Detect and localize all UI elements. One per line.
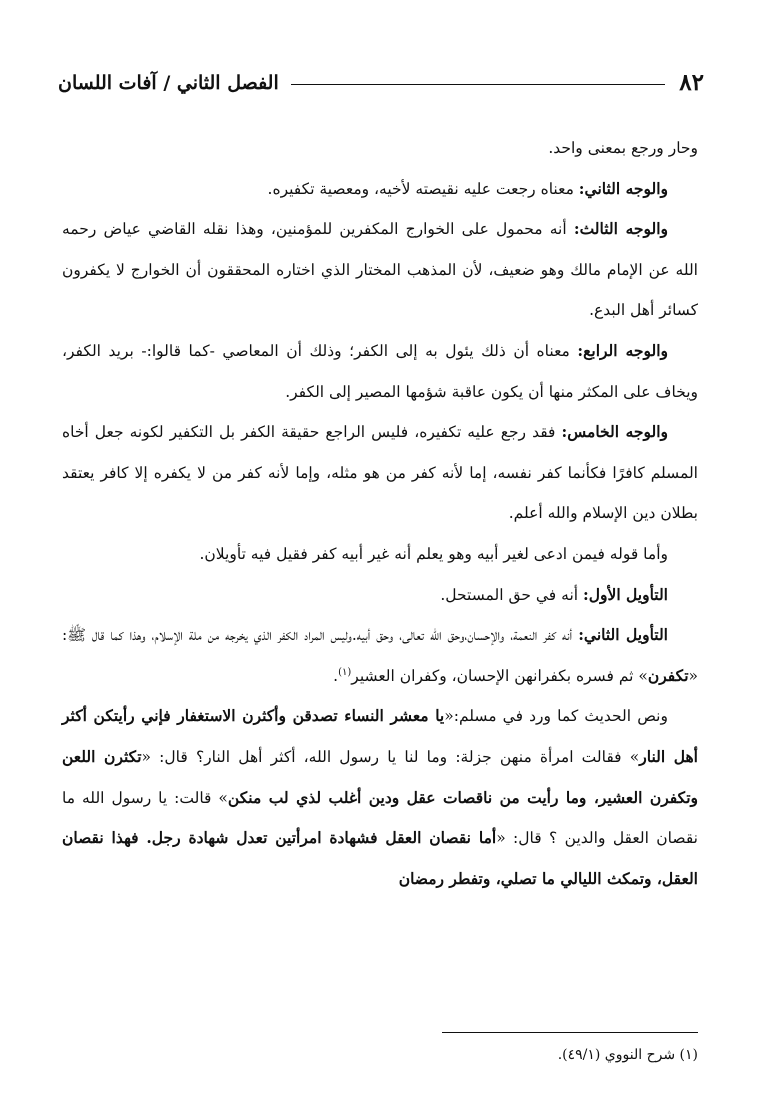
paragraph-9-text-3: » قالت: يا رسول الله ما نقصان العقل والدين ؟ قال: « (62, 788, 698, 848)
running-header (58, 62, 704, 98)
paragraph-1 (62, 128, 698, 169)
paragraph-7-label: التأويل الأول: (583, 584, 668, 604)
paragraph-8-label: التأويل الثاني: (578, 625, 668, 645)
paragraph-4 (62, 331, 698, 412)
paragraph-9-text-1: ونص الحديث كما ورد في مسلم:« (444, 707, 668, 726)
paragraph-2-label: والوجه الثاني: (578, 178, 668, 198)
footnote: (١) شرح النووي (٤٩/١). (557, 1047, 698, 1063)
hadith-quote-3: أما نقصان العقل فشهادة امرأتين تعدل شهادة رجل. فهذا نقصان العقل، وتمكث الليالي ما تصلي، وتفطر رمضان (62, 828, 698, 888)
paragraph-8-text-c: . (333, 666, 339, 685)
paragraph-7 (62, 575, 698, 616)
paragraph-3-label: والوجه الثالث: (573, 219, 668, 239)
paragraph-1-text: وحار ورجع بمعنى واحد. (548, 139, 698, 157)
paragraph-5 (62, 412, 698, 534)
hadith-quote-1: يا معشر النساء تصدقن وأكثرن الاستغفار فإني رأيتكن أكثر أهل النار (62, 706, 698, 766)
paragraph-5-text: فقد رجع عليه تكفيره، فليس الراجع حقيقة الكفر بل التكفير لكونه جعل أخاه المسلم كافرًا فكأنما كفر نفسه، إما لأنه كفر من هو مثله، وإما لأنه كفر من لا يكفره إلا كافر يعتقد بطلان دين الإسلام والله أعلم. (62, 423, 698, 523)
page-number: ٨٢ (679, 69, 704, 96)
header-rule (291, 84, 666, 85)
paragraph-4-text: معناه أن ذلك يئول به إلى الكفر؛ وذلك أن المعاصي -كما قالوا:- بريد الكفر، ويخاف على المكثر منها أن يكون عاقبة شؤمها المصير إلى الكفر. (62, 341, 698, 401)
paragraph-3-text: أنه محمول على الخوارج المكفرين للمؤمنين، وهذا نقله القاضي عياض رحمه الله عن الإمام مالك وهو ضعيف، لأن المذهب المختار الذي اختاره المحققون أن الخوارج لا يكفرون كسائر أهل البدع. (62, 220, 698, 320)
paragraph-6-text: وأما قوله فيمن ادعى لغير أبيه وهو يعلم أنه غير أبيه كفر فقيل فيه تأويلان. (199, 544, 668, 563)
paragraph-9-text-2: » فقالت امرأة منهن جزلة: وما لنا يا رسول الله، أكثر أهل النار؟ قال: « (141, 747, 640, 766)
paragraph-2-text: معناه رجعت عليه نقيصته لأخيه، ومعصية تكفيره. (267, 179, 579, 198)
paragraph-8 (62, 615, 698, 696)
main-text (62, 128, 698, 899)
footnote-separator (442, 1032, 698, 1033)
paragraph-8-text-a: أنه كفر النعمة، والإحسان،وحق الله تعالى، وحق أبيه.وليس المراد الكفر الذي يخرجه من ملة الإسلام، وهذا كما قال ﷺ: « (62, 626, 698, 685)
paragraph-8-bold-word: تكفرن (647, 665, 689, 685)
footnote-reference: (١) (338, 666, 352, 678)
paragraph-4-label: والوجه الرابع: (577, 340, 669, 360)
paragraph-8-text-b: » ثم فسره بكفرانهن الإحسان، وكفران العشير (351, 666, 648, 685)
paragraph-7-text: أنه في حق المستحل. (440, 585, 584, 604)
paragraph-5-label: والوجه الخامس: (561, 422, 669, 442)
hadith-quote-2: تكثرن اللعن وتكفرن العشير، وما رأيت من ناقصات عقل ودين أغلب لذي لب منكن (62, 746, 698, 807)
paragraph-3 (62, 209, 698, 331)
paragraph-2 (62, 169, 698, 210)
chapter-title: الفصل الثاني / آفات اللسان (58, 72, 279, 94)
paragraph-6 (62, 534, 698, 575)
paragraph-9 (62, 696, 698, 899)
